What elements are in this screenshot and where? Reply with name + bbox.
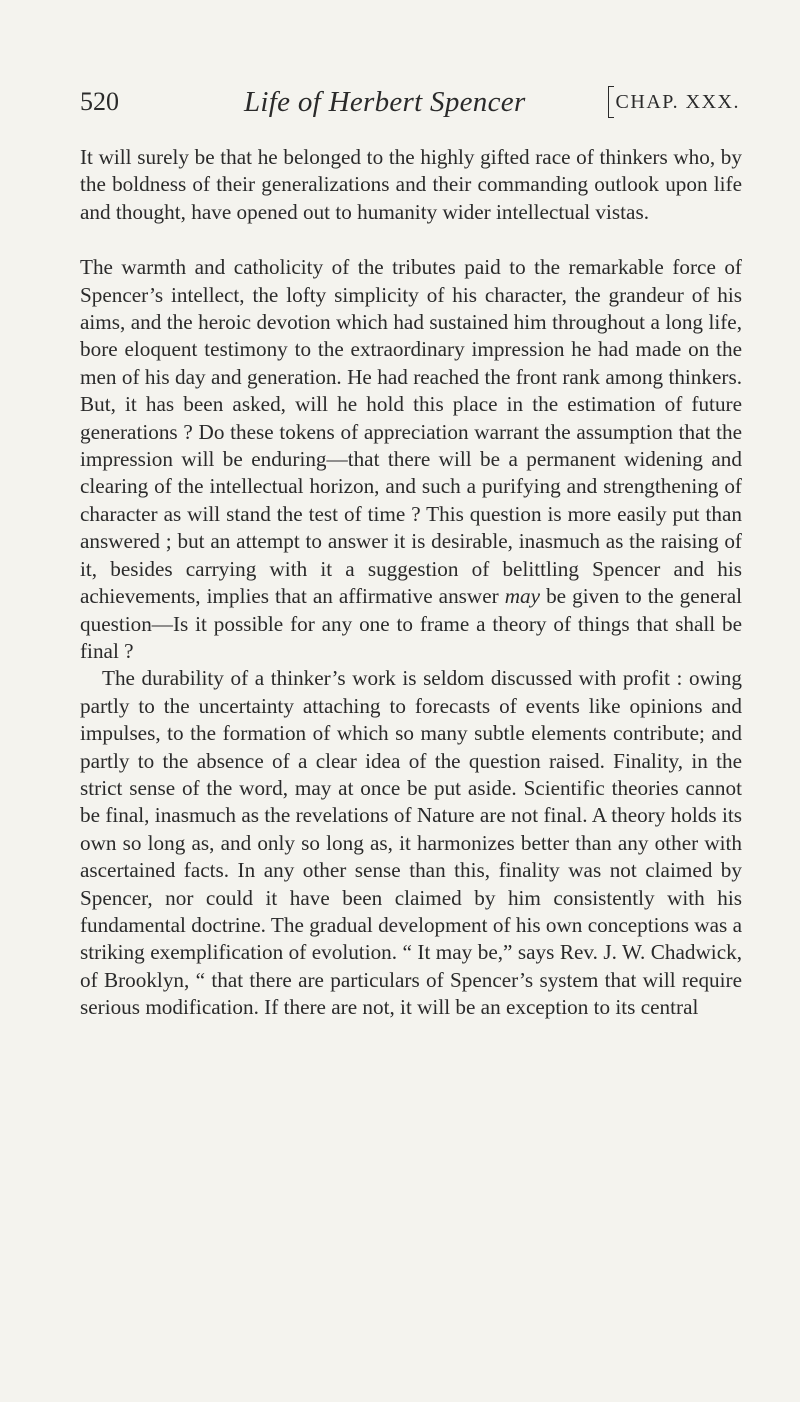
running-head — [80, 82, 740, 122]
paragraph-tributes-text-end: be given to the general question—Is it possible for any one to frame a theory of things that shall be final ? — [80, 584, 742, 663]
emphasized-word: may — [504, 584, 541, 609]
running-title: Life of Herbert Spencer — [244, 86, 526, 118]
paragraph-tributes — [80, 254, 742, 665]
chapter-reference: CHAP. XXX. — [608, 82, 740, 122]
page-number: 520 — [80, 87, 119, 116]
paragraph-tributes-text: The warmth and catholicity of the tributes paid to the remarkable force of Spencer’s intellect, the lofty simplicity of his character, the grandeur of his aims, and the heroic devotion which had sustained him throughout a long life, bore eloquent testimony to the extraordinary impression he had made on the men of his day and generation. He had reached the front rank among thinkers. But, it has been asked, will he hold this place in the estimation of future generations ? Do these tokens of appreciation warrant the assumption that the impression will be enduring—that there will be a permanent widening and clearing of the intellectual horizon, and such a purifying and strengthening of character as will stand the test of time ? This question is more easily put than answered ; but an attempt to answer it is desirable, inasmuch as the raising of it, besides carrying with it a suggestion of belittling Spencer and his achievements, implies that an affirmative answer — [80, 255, 742, 609]
paragraph-durability: The durability of a thinker’s work is seldom discussed with profit : owing partly to the uncertainty attaching to forecasts of events like opinions and impulses, to the formation of which so many subtle elements contribute; and partly to the absence of a clear idea of the question raised. Finality, in the strict sense of the word, may at once be put aside. Scientific theories cannot be final, inasmuch as the revelations of Nature are not final. A theory holds its own so long as, and only so long as, it harmonizes better than any other with ascertained facts. In any other sense than this, finality was not claimed by Spencer, nor could it have been claimed by him consistently with his fundamental doctrine. The gradual development of his own conceptions was a striking exemplification of evolution. “ It may be,” says Rev. J. W. Chadwick, of Brooklyn, “ that there are particulars of Spencer’s system that will require serious modification. If there are not, it will be an exception to its central — [80, 666, 742, 1020]
body-text — [80, 144, 742, 1022]
paragraph-conclusion: It will surely be that he belonged to the highly gifted race of thinkers who, by the boldness of their generalizations and their commanding outlook upon life and thought, have opened out to humanity wider intellectual vistas. — [80, 145, 742, 224]
